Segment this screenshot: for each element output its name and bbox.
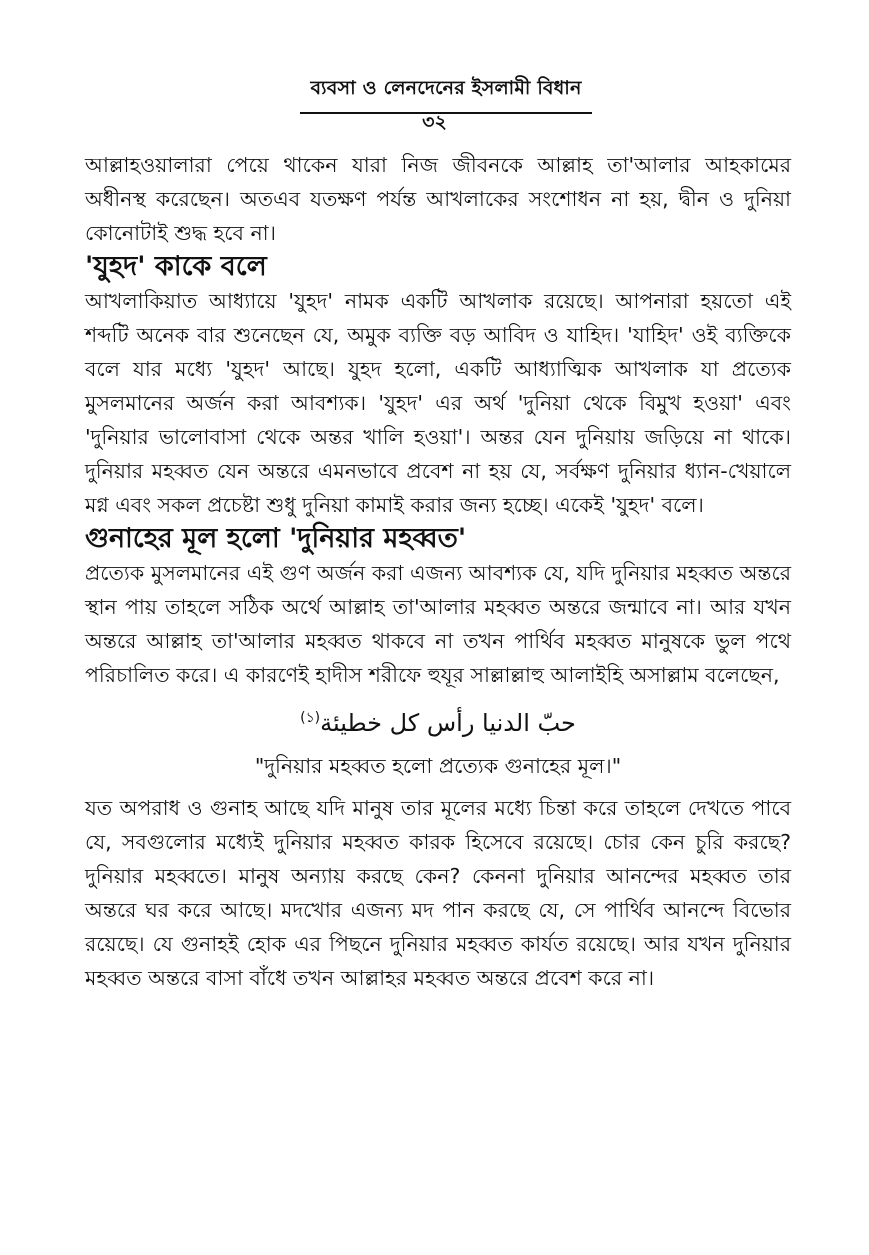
page-number: ৩২ [422, 111, 447, 133]
hadith-arabic [85, 700, 791, 741]
body-text [85, 148, 791, 995]
paragraph-love-of-world: যত অপরাধ ও গুনাহ আছে যদি মানুষ তার মূলের মধ্যে চিন্তা করে তাহলে দেখতে পাবে যে, সবগুলোর মধ্যেই দুনিয়ার মহব্বত কারক হিসেবে রয়েছে। চোর কেন চুরি করছে? দুনিয়ার মহব্বতে। মানুষ অন্যায় করছে কেন? কেননা দুনিয়ার আনন্দের মহব্বত তার অন্তরে ঘর করে আছে। মদখোর এজন্য মদ পান করছে যে, সে পার্থিব আনন্দে বিভোর রয়েছে। যে গুনাহই হোক এর পিছনে দুনিয়ার মহব্বত কার্যত রয়েছে। আর যখন দুনিয়ার মহব্বত অন্তরে বাসা বাঁধে তখন আল্লাহর মহব্বত অন্তরে প্রবেশ করে না। [85, 796, 791, 990]
paragraph-continuation: আল্লাহওয়ালারা পেয়ে থাকেন যারা নিজ জীবনকে আল্লাহ তা'আলার আহকামের অধীনস্থ করেছেন। অতএব যতক্ষণ পর্যন্ত আখলাকের সংশোধন না হয়, দ্বীন ও দুনিয়া কোনোটাই শুদ্ধ হবে না। [85, 153, 791, 245]
running-title: ব্যবসা ও লেনদেনের ইসলামী বিধান [300, 74, 592, 114]
paragraph-zuhd-definition: আখলাকিয়াত আধ্যায়ে 'যুহদ' নামক একটি আখলাক রয়েছে। আপনারা হয়তো এই শব্দটি অনেক বার শুনেছেন যে, অমুক ব্যক্তি বড় আবিদ ও যাহিদ। 'যাহিদ' ওই ব্যক্তিকে বলে যার মধ্যে 'যুহদ' আছে। যুহদ হলো, একটি আধ্যাত্মিক আখলাক যা প্রত্যেক মুসলমানের অর্জন করা আবশ্যক। 'যুহদ' এর অর্থ 'দুনিয়া থেকে বিমুখ হওয়া' এবং 'দুনিয়ার ভালোবাসা থেকে অন্তর খালি হওয়া'। অন্তর যেন দুনিয়ায় জড়িয়ে না থাকে। দুনিয়ার মহব্বত যেন অন্তরে এমনভাবে প্রবেশ না হয় যে, সর্বক্ষণ দুনিয়ার ধ্যান-খেয়ালে মগ্ন এবং সকল প্রচেষ্টা শুধু দুনিয়া কামাই করার জন্য হচ্ছে। একেই 'যুহদ' বলে। [85, 289, 791, 517]
footnote-marker: (১) [300, 710, 321, 726]
paragraph-root-of-sin: প্রত্যেক মুসলমানের এই গুণ অর্জন করা এজন্য আবশ্যক যে, যদি দুনিয়ার মহব্বত অন্তরে স্থান পায় তাহলে সঠিক অর্থে আল্লাহ তা'আলার মহব্বত অন্তরে জন্মাবে না। আর যখন অন্তরে আল্লাহ তা'আলার মহব্বত থাকবে না তখন পার্থিব মহব্বত মানুষকে ভুল পথে পরিচালিত করে। এ কারণেই হাদীস শরীফে হুযূর সাল্লাল্লাহু আলাইহি অসাল্লাম বলেছেন, [85, 561, 791, 687]
hadith-translation: "দুনিয়ার মহব্বত হলো প্রত্যেক গুনাহের মূল।" [254, 754, 622, 778]
section-heading-zuhd: 'যুহদ' কাকে বলে [85, 251, 267, 282]
hadith-arabic-text: حبّ الدنيا رأس كل خطيئة [320, 709, 576, 737]
section-heading-root-of-sin: গুনাহের মূল হলো 'দুনিয়ার মহব্বত' [85, 523, 467, 554]
